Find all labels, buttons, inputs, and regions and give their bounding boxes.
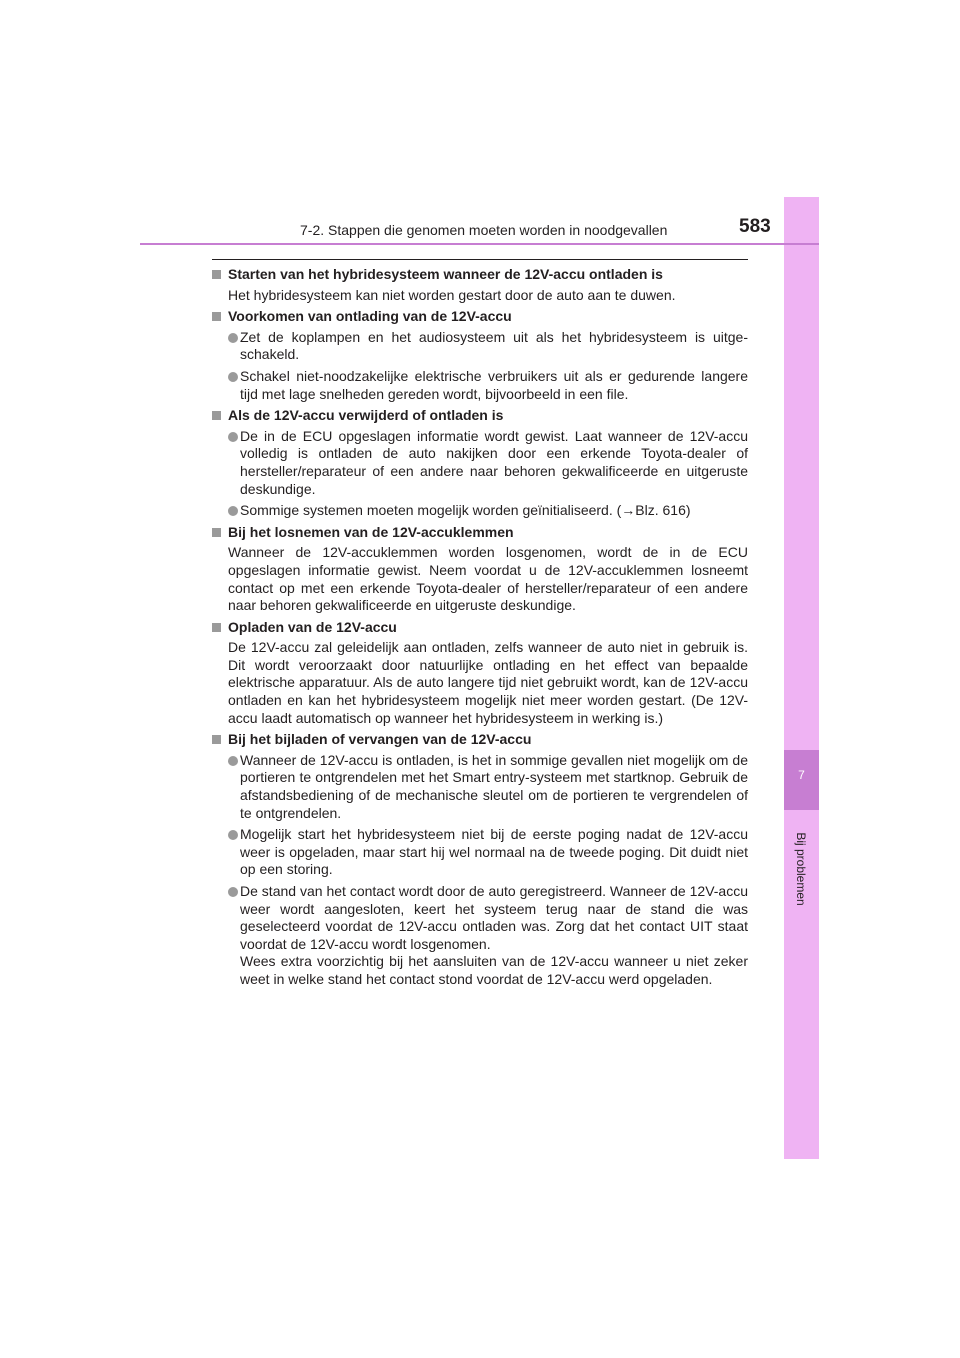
circle-bullet-icon: [228, 756, 238, 766]
section-starting-hybrid: [212, 266, 748, 304]
list-item: Mogelijk start het hybridesysteem niet bij de eerste poging nadat de 12V-accu weer is opgeladen, maar start hij wel normaal na de tweede poging. Dit duidt niet op een storing.: [228, 826, 748, 879]
list-item: De stand van het contact wordt door de auto geregistreerd. Wanneer de 12V-accu weer wordt aangesloten, keert het systeem terug naar de stand die was geselecteerd voordat de 12V-accu ontladen was. Zorg dat het contact UIT staat voordat de 12V-accu wordt losgenomen. Wees extra voorzichtig bij het aansluiten van de 12V-accu wanneer u niet zeker weet in welke stand het contact stond voordat de 12V-accu werd opgeladen.: [228, 883, 748, 989]
square-bullet-icon: [212, 528, 221, 537]
section-heading: Opladen van de 12V-accu: [212, 619, 748, 637]
list-item: Sommige systemen moeten mogelijk worden geïnitialiseerd. (→Blz. 616): [228, 502, 748, 520]
list-item: De in de ECU opgeslagen informatie wordt gewist. Laat wanneer de 12V-accu volledig is ontladen de auto nakijken door een erkende Toyota-dealer of hersteller/reparateur of een andere naar behoren gekwalificeerde en uitgeruste deskundige.: [228, 428, 748, 498]
section-charging-battery: [212, 619, 748, 728]
page-number: 583: [739, 216, 771, 237]
circle-bullet-icon: [228, 830, 238, 840]
square-bullet-icon: [212, 411, 221, 420]
section-paragraph: De 12V-accu zal geleidelijk aan ontladen, zelfs wanneer de auto niet in gebruik is. Dit wordt veroorzaakt door natuurlijke ontlading en het effect van bepaalde elektrische apparatuur. Als de auto langere tijd niet gebruikt wordt, kan de 12V-accu ontladen en kan het hybridesysteem mogelijk niet meer worden gestart. (De 12V-accu laadt automatisch op wanneer het hybridesysteem in werking is.): [228, 639, 748, 726]
chapter-title: Bij problemen: [794, 832, 808, 906]
page-content: [212, 266, 748, 993]
page-header-title: 7-2. Stappen die genomen moeten worden in noodgevallen: [300, 222, 668, 238]
content-top-rule: [212, 259, 748, 260]
square-bullet-icon: [212, 270, 221, 279]
section-heading: Bij het losnemen van de 12V-accuklemmen: [212, 524, 748, 542]
section-heading: Starten van het hybridesysteem wanneer de 12V-accu ontladen is: [212, 266, 748, 284]
square-bullet-icon: [212, 735, 221, 744]
circle-bullet-icon: [228, 333, 238, 343]
section-heading: Voorkomen van ontlading van de 12V-accu: [212, 308, 748, 326]
section-recharge-replace: [212, 731, 748, 988]
side-tab: [784, 197, 819, 1159]
circle-bullet-icon: [228, 432, 238, 442]
square-bullet-icon: [212, 623, 221, 632]
section-prevent-discharge: [212, 308, 748, 403]
list-item: Zet de koplampen en het audiosysteem uit als het hybridesysteem is uitgeschakeld.: [228, 329, 748, 364]
circle-bullet-icon: [228, 887, 238, 897]
list-item: Wanneer de 12V-accu is ontladen, is het in sommige gevallen niet mogelijk om de portieren te ontgrendelen met het Smart entry-systeem met startknop. Gebruik de afstandsbediening of de mechanische sleutel om de portieren te vergrendelen of te ontgrendelen.: [228, 752, 748, 822]
section-heading: Bij het bijladen of vervangen van de 12V-accu: [212, 731, 748, 749]
square-bullet-icon: [212, 312, 221, 321]
section-heading: Als de 12V-accu verwijderd of ontladen is: [212, 407, 748, 425]
circle-bullet-icon: [228, 506, 238, 516]
list-item-continuation: Wees extra voorzichtig bij het aansluiten van de 12V-accu wanneer u niet zeker weet in welke stand het contact stond voordat de 12V-accu werd opgeladen.: [240, 953, 748, 987]
circle-bullet-icon: [228, 372, 238, 382]
section-battery-removed: [212, 407, 748, 520]
section-paragraph: Wanneer de 12V-accuklemmen worden losgenomen, wordt de in de ECU opgeslagen informatie gewist. Neem voordat u de 12V-accuklemmen losneemt contact op met een erkende Toyota-dealer of hersteller/reparateur of een andere naar behoren gekwalificeerde en uitgeruste deskundige.: [228, 544, 748, 614]
section-paragraph: Het hybridesysteem kan niet worden gestart door de auto aan te duwen.: [228, 286, 676, 303]
list-item: Schakel niet-noodzakelijke elektrische verbruikers uit als er gedurende langere tijd met lage snelheden gereden wordt, bijvoorbeeld in een file.: [228, 368, 748, 403]
chapter-number: 7: [798, 768, 805, 782]
section-disconnect-terminals: [212, 524, 748, 615]
header-rule: [140, 243, 819, 245]
